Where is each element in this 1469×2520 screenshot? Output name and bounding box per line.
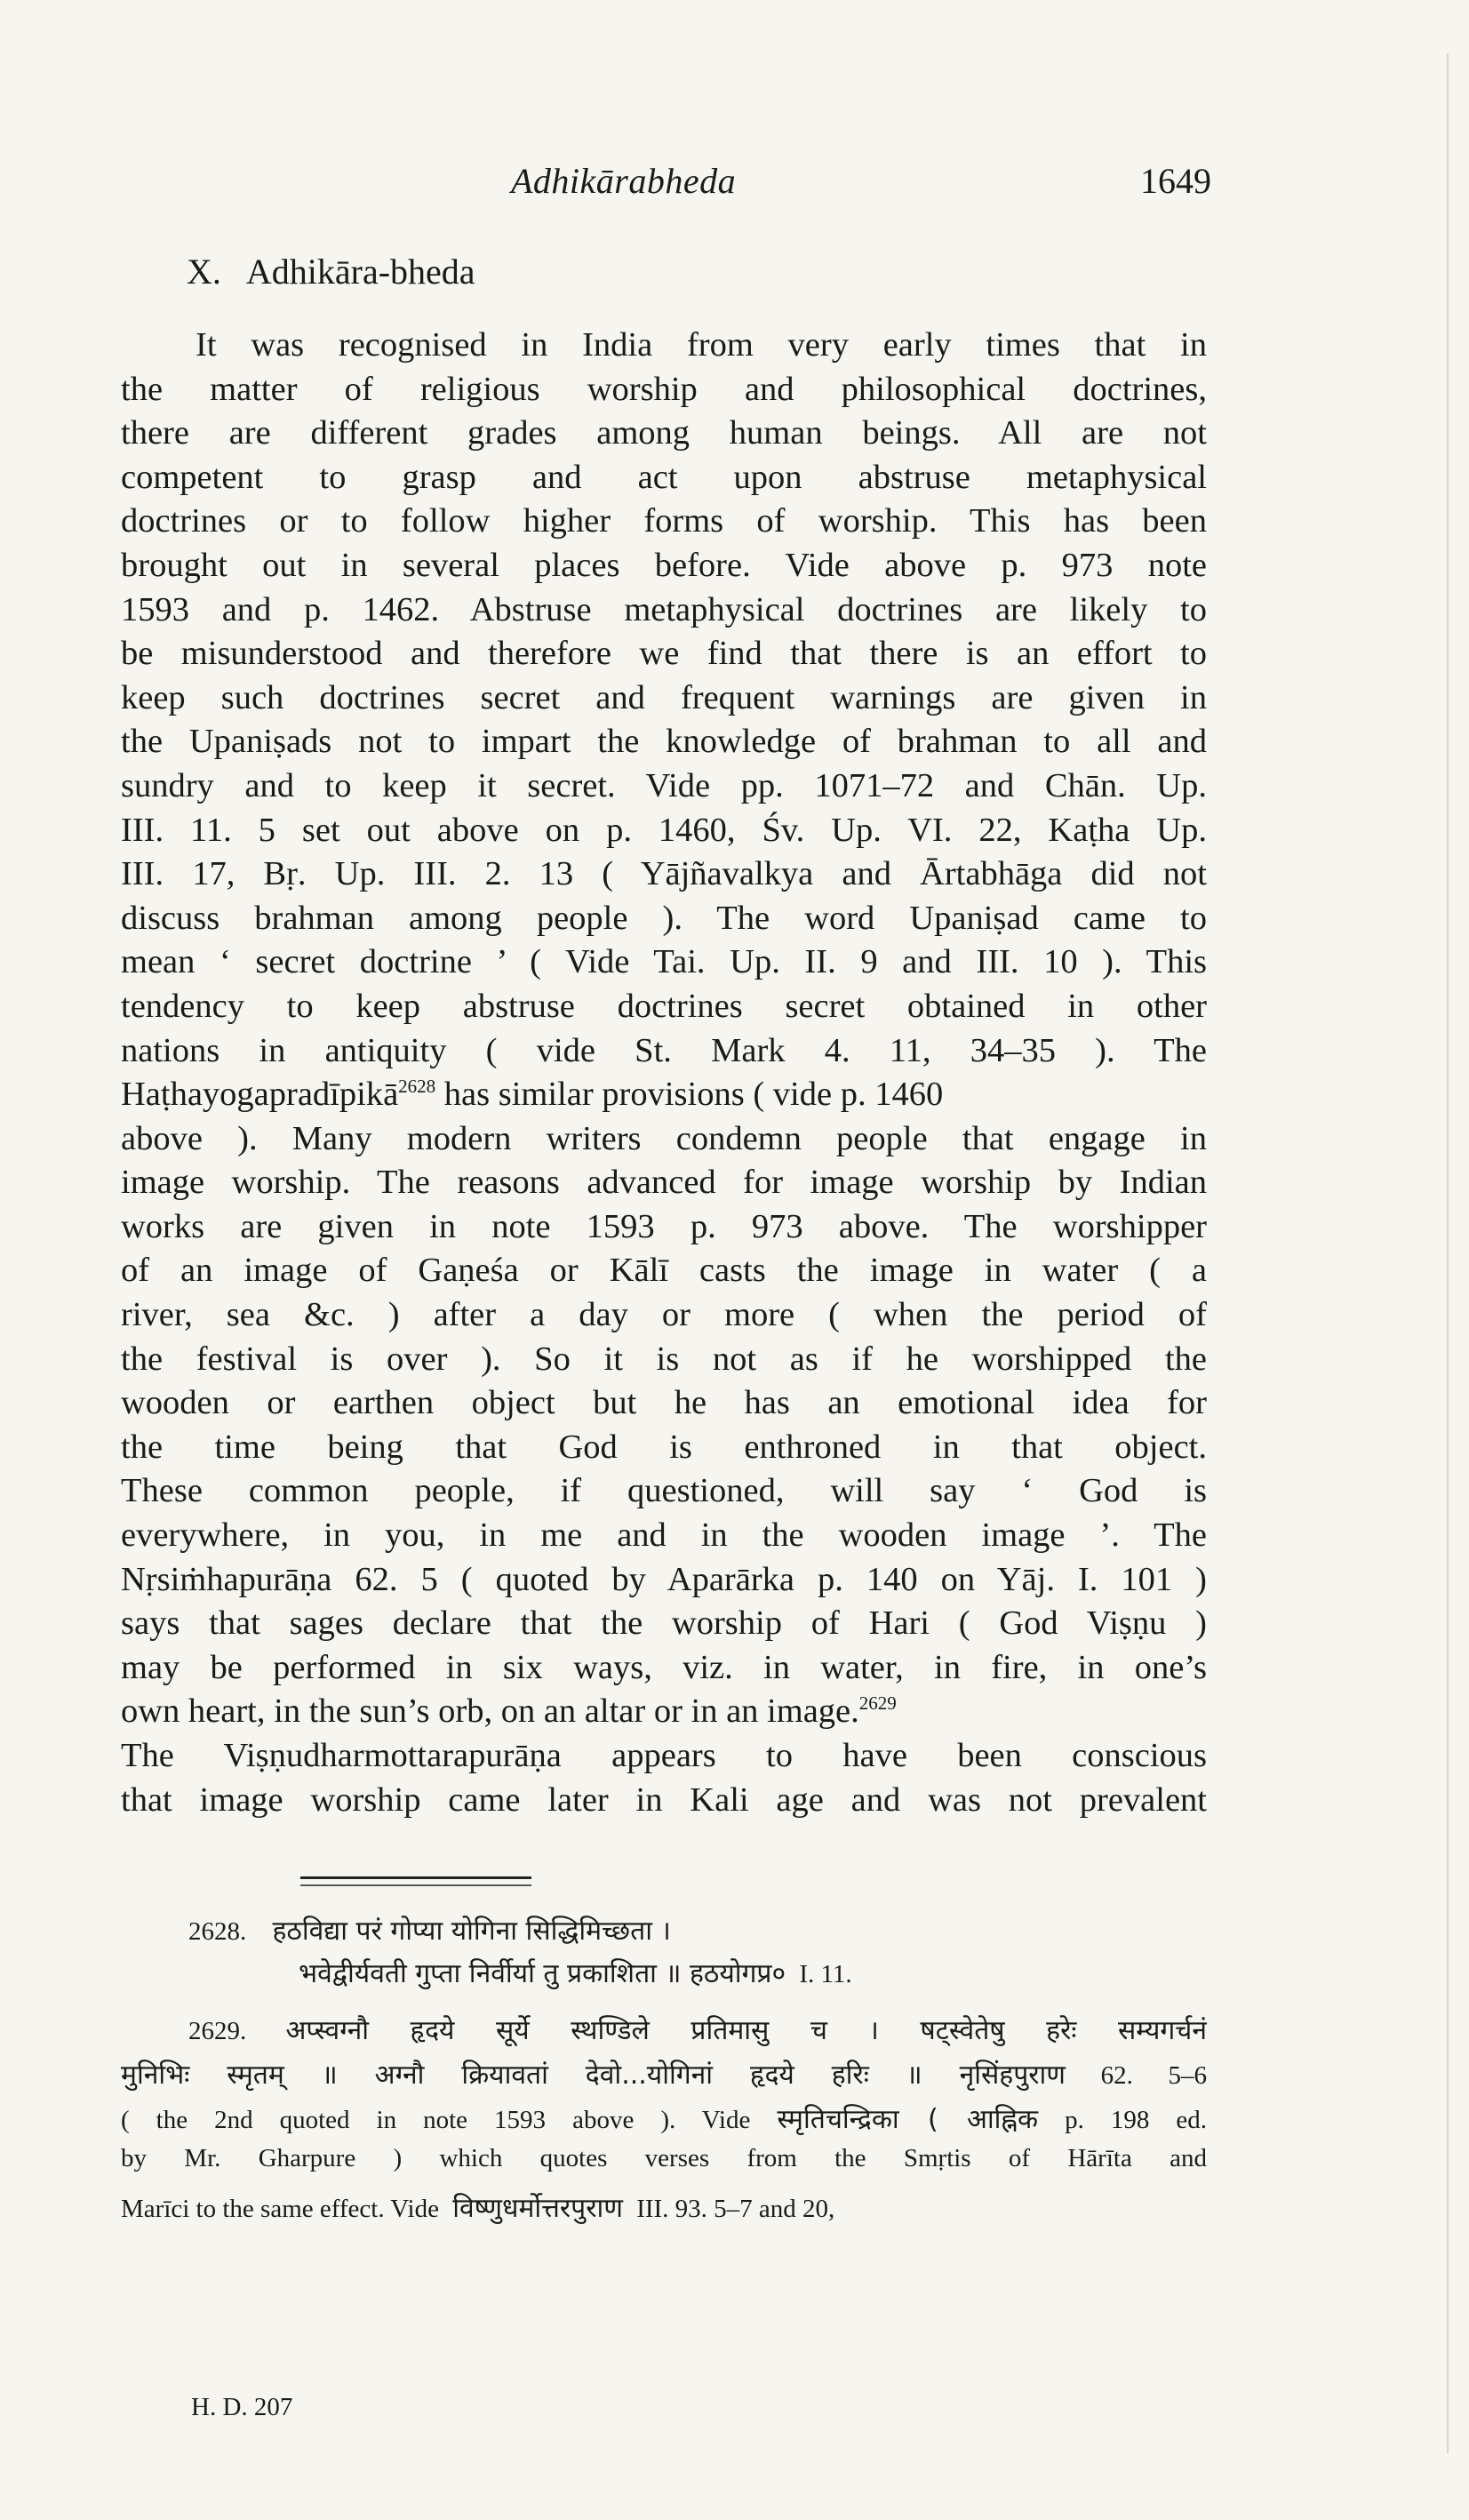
footnote-label: 2629.	[188, 2017, 247, 2045]
body-line: may be performed in six ways, viz. in water, in fire, in one’s	[121, 1648, 1207, 1686]
body-line-text: own heart, in the sun’s orb, on an altar or in an image.	[121, 1692, 859, 1731]
body-line: the festival is over ). So it is not as if he worshipped the	[121, 1340, 1207, 1378]
footnote-2628-line-1	[188, 1911, 671, 1948]
footnote-2629-line-4: by Mr. Gharpure ) which quotes verses from the Smṛtis of Hārīta and	[121, 2144, 1207, 2172]
footnote-label: 2628.	[188, 1917, 247, 1946]
body-line: river, sea &c. ) after a day or more ( when the period of	[121, 1296, 1207, 1334]
section-number: X.	[187, 252, 221, 292]
body-line: wooden or earthen object but he has an emotional idea for	[121, 1384, 1207, 1422]
footnote-text: ( the 2nd quoted in note 1593 above ). Vide	[121, 2106, 751, 2134]
body-line	[121, 1073, 1207, 1117]
sanskrit-title: स्मृतिचन्द्रिका ( आह्निक	[777, 2104, 1039, 2135]
footnote-2629-line-3	[121, 2100, 1207, 2136]
body-line: nations in antiquity ( vide St. Mark 4. 11, 34–35 ). The	[121, 1031, 1207, 1069]
signature-mark: H. D. 207	[191, 2393, 293, 2421]
body-line: says that sages declare that the worship of Hari ( God Viṣṇu )	[121, 1604, 1207, 1643]
body-line: everywhere, in you, in me and in the wooden image ’. The	[121, 1516, 1207, 1555]
sanskrit-title: विष्णुधर्मोत्तरपुराण	[452, 2193, 623, 2224]
footnote-rule-thin	[300, 1884, 531, 1886]
verse-reference: 62. 5–6	[1100, 2061, 1207, 2090]
body-line: keep such doctrines secret and frequent warnings are given in	[121, 678, 1207, 716]
body-line	[121, 1690, 1207, 1734]
page-number: 1649	[1140, 161, 1211, 201]
footnote-2628-line-2	[299, 1954, 852, 1990]
body-line: tendency to keep abstruse doctrines secret obtained in other	[121, 987, 1207, 1025]
sanskrit-verse: अप्स्वग्नौ हृदये सूर्ये स्थण्डिले प्रतिमासु च । षट्स्वेतेषु हरेः सम्यगर्चनं	[285, 2015, 1207, 2046]
footnote-rule	[300, 1876, 531, 1879]
body-line: mean ‘ secret doctrine ’ ( Vide Tai. Up. II. 9 and III. 10 ). This	[121, 943, 1207, 981]
body-line: above ). Many modern writers condemn people that engage in	[121, 1119, 1207, 1157]
body-line: competent to grasp and act upon abstruse metaphysical	[121, 458, 1207, 496]
body-line: doctrines or to follow higher forms of worship. This has been	[121, 502, 1207, 540]
hathayoga-term: Haṭhayogapradīpikā	[121, 1076, 399, 1114]
body-line: works are given in note 1593 p. 973 above. The worshipper	[121, 1207, 1207, 1245]
sanskrit-verse: हठविद्या परं गोप्या योगिना सिद्धिमिच्छता ।	[272, 1916, 671, 1947]
sanskrit-verse: मुनिभिः स्मृतम् ॥ अग्नौ क्रियावतां देवो...योगिनां हृदये हरिः ॥ नृसिंहपुराण	[121, 2060, 1066, 2091]
footnote-2629-line-1	[188, 2011, 1207, 2047]
body-line: The Viṣṇudharmottarapurāṇa appears to have been conscious	[121, 1737, 1207, 1774]
section-title: Adhikāra-bheda	[245, 252, 475, 292]
footnote-text: III. 93. 5–7 and 20,	[636, 2195, 835, 2223]
body-line: discuss brahman among people ). The word Upaniṣad came to	[121, 899, 1207, 937]
body-line: of an image of Gaṇeśa or Kālī casts the image in water ( a	[121, 1252, 1207, 1290]
verse-reference: I. 11.	[799, 1960, 852, 1988]
body-line: III. 17, Bṛ. Up. III. 2. 13 ( Yājñavalkya and Ārtabhāga did not	[121, 855, 1207, 893]
body-line: the Upaniṣads not to impart the knowledge of brahman to all and	[121, 723, 1207, 761]
body-line: that image worship came later in Kali age and was not prevalent	[121, 1780, 1207, 1819]
running-head	[0, 160, 1469, 213]
sanskrit-verse: भवेद्वीर्यवती गुप्ता निर्वीर्या तु प्रकाशिता ॥ हठयोगप्र०	[299, 1958, 786, 1989]
body-line: III. 11. 5 set out above on p. 1460, Śv. Up. VI. 22, Kaṭha Up.	[121, 811, 1207, 849]
body-line: brought out in several places before. Vide above p. 973 note	[121, 546, 1207, 584]
footnote-text: p. 198 ed.	[1065, 2106, 1207, 2134]
body-line-continuation: has similar provisions ( vide p. 1460	[435, 1076, 944, 1114]
body-line: be misunderstood and therefore we find that there is an effort to	[121, 635, 1207, 673]
body-line: the time being that God is enthroned in that object.	[121, 1428, 1207, 1466]
running-title: Adhikārabheda	[511, 161, 737, 201]
footnote-ref-2628[interactable]: 2628	[398, 1076, 436, 1098]
body-line: It was recognised in India from very early times that in	[196, 326, 1207, 364]
footnote-text: Marīci to the same effect. Vide	[121, 2195, 439, 2223]
body-line: sundry and to keep it secret. Vide pp. 1071–72 and Chān. Up.	[121, 766, 1207, 804]
body-line: These common people, if questioned, will say ‘ God is	[121, 1472, 1207, 1510]
body-paragraph	[121, 324, 1207, 1822]
body-line: there are different grades among human beings. All are not	[121, 414, 1207, 452]
body-line: image worship. The reasons advanced for image worship by Indian	[121, 1164, 1207, 1202]
footnote-2629-line-5	[121, 2188, 834, 2225]
page-edge-line	[1447, 53, 1449, 2453]
body-line: Nṛsiṁhapurāṇa 62. 5 ( quoted by Aparārka p. 140 on Yāj. I. 101 )	[121, 1560, 1207, 1598]
body-line: 1593 and p. 1462. Abstruse metaphysical doctrines are likely to	[121, 590, 1207, 628]
footnote-2629-line-2	[121, 2055, 1207, 2092]
footnote-ref-2629[interactable]: 2629	[858, 1692, 897, 1715]
section-heading	[187, 251, 475, 292]
body-line: the matter of religious worship and philosophical doctrines,	[121, 370, 1207, 408]
